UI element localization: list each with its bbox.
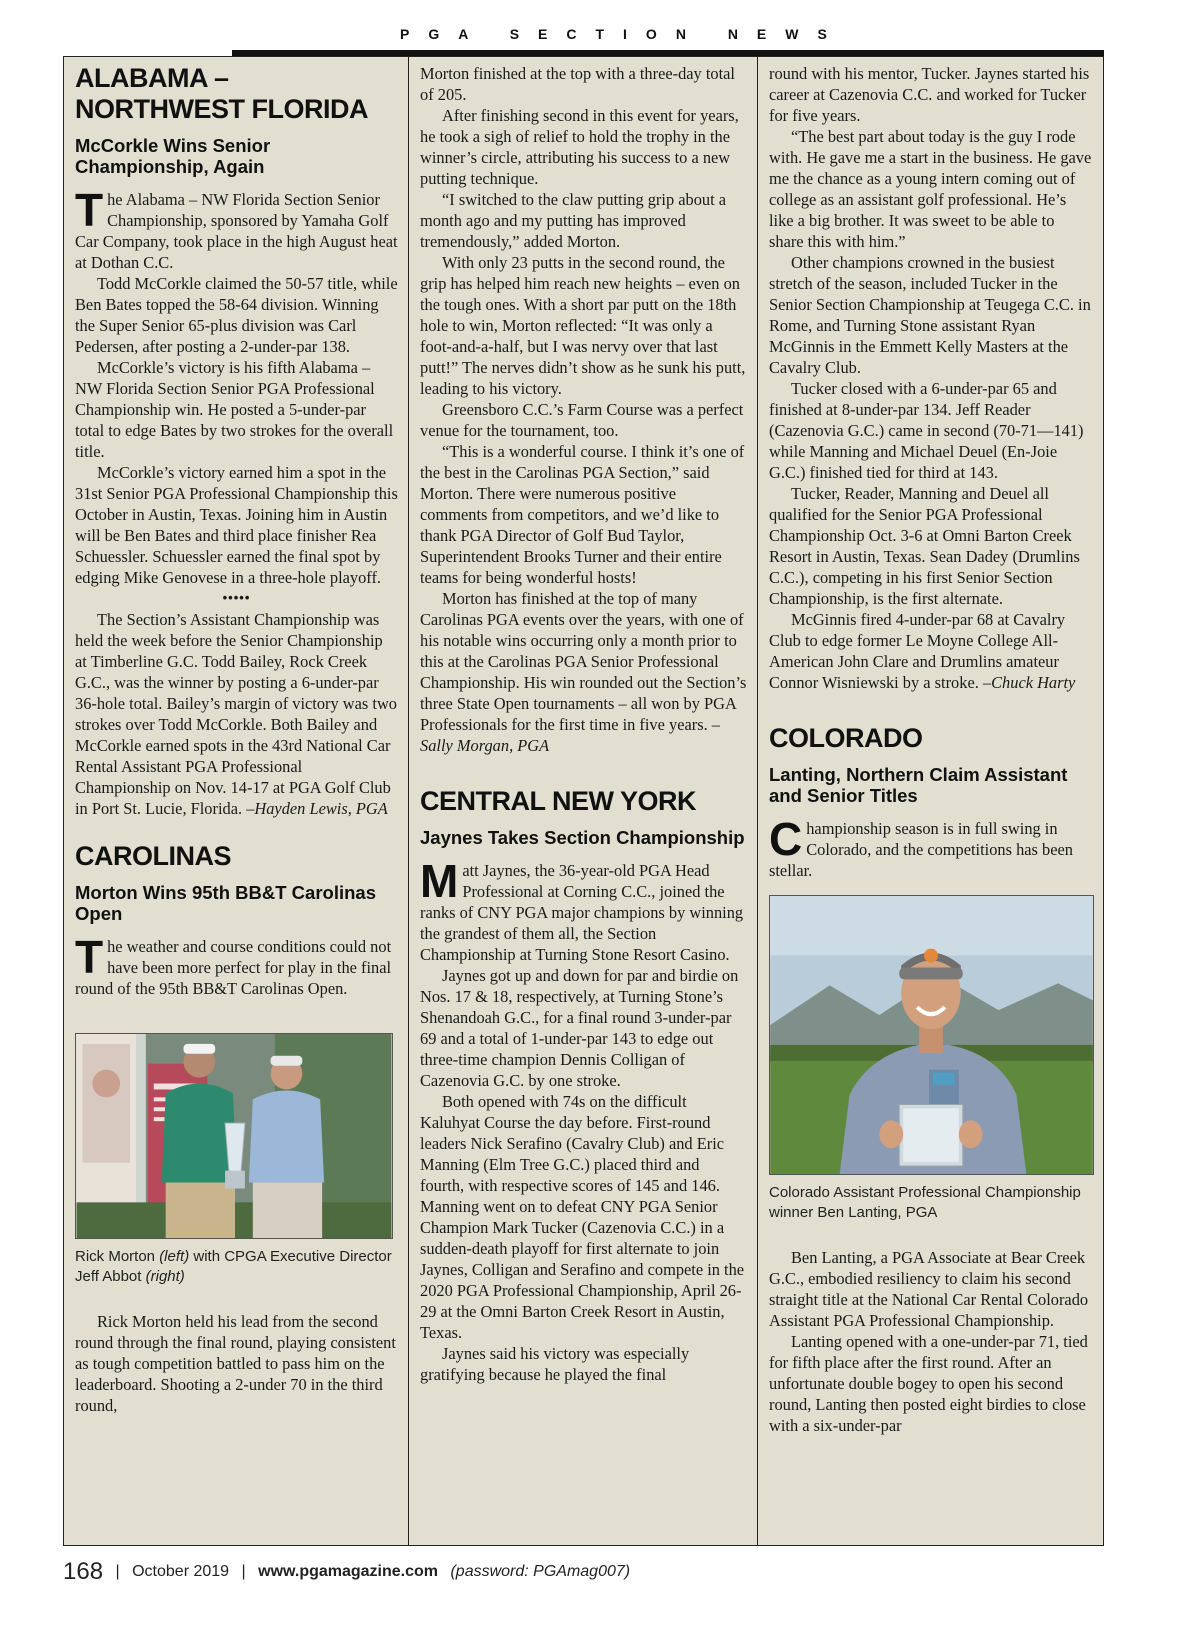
article-carolinas-cont [420, 63, 747, 756]
paragraph: McGinnis fired 4-under-par 68 at Cavalry Club to edge former Le Moyne College All-American John Clare and Drumlins amateur Connor Wisniewski by a stroke. – [769, 610, 1066, 692]
dropcap: M [420, 855, 459, 907]
region-title-alabama: ALABAMA – NORTHWEST FLORIDA [75, 63, 368, 124]
paragraph: With only 23 putts in the second round, the grip has helped him reach new heights – even on the tough ones. With a short par putt on the 18th hole to win, Morton reflected: “It was only a foot-and-a-half, but I was nervy over that last putt!” The nerves didn’t show as he sunk his putt, leading to his victory. [420, 253, 746, 398]
page-footer [63, 1558, 630, 1588]
column-1 [63, 56, 409, 1546]
caption-text: Rick Morton [75, 1248, 160, 1265]
footer-separator: | [241, 1563, 246, 1580]
article-carolinas [75, 931, 398, 999]
paragraph: “The best part about today is the guy I rode with. He gave me a start in the business. He gave me the chance as a young intern coming out of college as an assistant golf professional. He’s like a big brother. It was sweet to be able to share this with him.” [769, 127, 1092, 251]
dropcap: T [75, 184, 104, 236]
issue-date: October 2019 [132, 1563, 230, 1580]
paragraph: McCorkle’s victory earned him a spot in the 31st Senior PGA Professional Championship this October in Austin, Texas. Joining him in Austin will be Ben Bates and third place finisher Rea Schuessler. Schuessler earned the final spot by edging Mike Genovese in a three-hole playoff. [75, 463, 398, 587]
region-title-carolinas: CAROLINAS [75, 841, 231, 871]
footer-separator: | [115, 1563, 120, 1580]
paragraph: The Section’s Assistant Championship was held the week before the Senior Championship at Timberline G.C. Todd Bailey, Rock Creek G.C., was the winner by posting a 6-under-par 36-hole total. Bailey’s margin of victory was two strokes over Todd McCorkle. Both Bailey and McCorkle earned spots in the 43rd National Car Rental Assistant PGA Professional Championship on Nov. 14-17 at PGA Golf Club in Port St. Lucie, Florida. – [75, 610, 397, 818]
paragraph: Morton finished at the top with a three-day total of 205. [420, 64, 735, 104]
paragraph: Jaynes said his victory was especially gratifying because he played the final [420, 1344, 690, 1384]
section-header-label: PGA SECTION NEWS [400, 26, 846, 42]
dropcap: C [769, 813, 803, 865]
paragraph: “I switched to the claw putting grip about a month ago and my putting has improved tremendously,” added Morton. [420, 190, 727, 251]
region-title-cny: CENTRAL NEW YORK [420, 786, 697, 816]
paragraph: After finishing second in this event for years, he took a sigh of relief to hold the trophy in the winner’s circle, attributing his success to a new putting technique. [420, 106, 739, 188]
region-title-colorado: COLORADO [769, 723, 923, 753]
caption-text: (left) [159, 1248, 190, 1265]
photo-caption-colorado: Colorado Assistant Professional Championship winner Ben Lanting, PGA [769, 1184, 1081, 1221]
paragraph: he Alabama – NW Florida Section Senior Championship, sponsored by Yamaha Golf Car Company, took place in the high August heat at Dothan C.C. [75, 190, 398, 272]
paragraph: Greensboro C.C.’s Farm Course was a perfect venue for the tournament, too. [420, 400, 744, 440]
article-cny [420, 855, 747, 1385]
author-signature: Hayden Lewis, PGA [254, 799, 388, 818]
caption-text: (right) [145, 1268, 185, 1285]
paragraph: round with his mentor, Tucker. Jaynes started his career at Cazenovia C.C. and worked for Tucker for five years. [769, 64, 1090, 125]
caption-text: with CPGA Executive Director Jeff Abbot [75, 1248, 392, 1285]
author-signature: Sally Morgan, PGA [420, 736, 550, 755]
paragraph: Todd McCorkle claimed the 50-57 title, while Ben Bates topped the 58-64 division. Winning the Super Senior 65-plus division was Carl Pedersen, after posting a 2-under-par 138. [75, 274, 398, 356]
paragraph: Rick Morton held his lead from the second round through the final round, playing consistent as tough competition battled to pass him on the leaderboard. Shooting a 2-under 70 in the third round, [75, 1312, 396, 1415]
paragraph: Lanting opened with a one-under-par 71, tied for fifth place after the first round. After an unfortunate double bogey to open his second round, Lanting then posted eight birdies to close with a six-under-par [769, 1332, 1088, 1435]
photo-ben-lanting [769, 895, 1094, 1175]
dropcap: T [75, 931, 104, 983]
headline-carolinas: Morton Wins 95th BB&T Carolinas Open [75, 882, 376, 924]
article-cny-cont [769, 63, 1093, 693]
photo-trophy-presentation [75, 1033, 393, 1239]
paragraph: he weather and course conditions could not have been more perfect for play in the final round of the 95th BB&T Carolinas Open. [75, 937, 392, 998]
paragraph: Tucker closed with a 6-under-par 65 and finished at 8-under-par 134. Jeff Reader (Cazenovia G.C.) came in second (70-71—141) while Manning and Michael Deuel (En-Joie G.C.) finished tied for third at 143. [769, 379, 1084, 482]
paragraph: att Jaynes, the 36-year-old PGA Head Professional at Corning C.C., joined the ranks of CNY PGA major champions by winning the grandest of them all, the Section Championship at Turning Stone Resort Casino. [420, 861, 744, 964]
article-alabama [75, 184, 398, 819]
headline-cny: Jaynes Takes Section Championship [420, 827, 745, 848]
website-link[interactable]: www.pgamagazine.com [258, 1563, 439, 1580]
paragraph: “This is a wonderful course. I think it’s one of the best in the Carolinas PGA Section,” said Morton. There were numerous positive comments from competitors, and we’d like to thank PGA Director of Golf Bud Taylor, Superintendent Brooks Turner and their entire teams for being wonderful hosts! [420, 442, 745, 587]
column-3 [757, 56, 1104, 1546]
paragraph: McCorkle’s victory is his fifth Alabama – NW Florida Section Senior PGA Professional Championship win. He posted a 5-under-par total to edge Bates by two strokes for the overall title. [75, 358, 394, 461]
photo-caption-carolinas [75, 1247, 398, 1287]
paragraph: Other champions crowned in the busiest stretch of the season, included Tucker in the Senior Section Championship at Teugega C.C. in Rome, and Turning Stone assistant Ryan McGinnis in the Emmett Kelly Masters at the Cavalry Club. [769, 253, 1091, 377]
section-divider-dots: ••••• [222, 590, 251, 605]
paragraph: Jaynes got up and down for par and birdie on Nos. 17 & 18, respectively, at Turning Stone’s Shenandoah G.C., for a final round 3-under-par 69 and a total of 1-under-par 143 to edge out three-time champion Dennis Colligan of Cazenovia G.C. by one stroke. [420, 966, 739, 1090]
paragraph: Morton has finished at the top of many Carolinas PGA events over the years, with one of his notable wins occurring only a month prior to this at the Carolinas PGA Senior Professional Championship. His win rounded out the Section’s three State Open tournaments – all won by PGA Professionals for the first time in five years. – [420, 589, 747, 734]
headline-alabama: McCorkle Wins Senior Championship, Again [75, 135, 271, 177]
author-signature: Chuck Harty [991, 673, 1076, 692]
page-number: 168 [63, 1558, 104, 1585]
paragraph: Tucker, Reader, Manning and Deuel all qualified for the Senior PGA Professional Championship Oct. 3-6 at Omni Barton Creek Resort in Austin, Texas. Sean Dadey (Drumlins C.C.), competing in his first Senior Section Championship, is the first alternate. [769, 484, 1080, 608]
paragraph: Ben Lanting, a PGA Associate at Bear Creek G.C., embodied resiliency to claim his second straight title at the National Car Rental Colorado Assistant PGA Professional Championship. [769, 1248, 1089, 1330]
column-2 [408, 56, 758, 1546]
website-password: (password: PGAmag007) [450, 1563, 631, 1580]
article-colorado [769, 813, 1093, 881]
headline-colorado: Lanting, Northern Claim Assistant and Senior Titles [769, 764, 1068, 806]
paragraph: hampionship season is in full swing in Colorado, and the competitions has been stellar. [769, 819, 1073, 880]
paragraph: Both opened with 74s on the difficult Kaluhyat Course the day before. First-round leaders Nick Serafino (Cavalry Club) and Eric Manning (Elm Tree G.C.) placed third and fourth, with respective scores of 145 and 146. Manning went on to defeat CNY PGA Senior Champion Mark Tucker (Cazenovia C.C.) in a sudden-death playoff for first alternate to join Jaynes, Colligan and Serafino and compete in the 2020 PGA Professional Championship, April 26-29 at the Omni Barton Creek Resort in Austin, Texas. [420, 1092, 745, 1342]
